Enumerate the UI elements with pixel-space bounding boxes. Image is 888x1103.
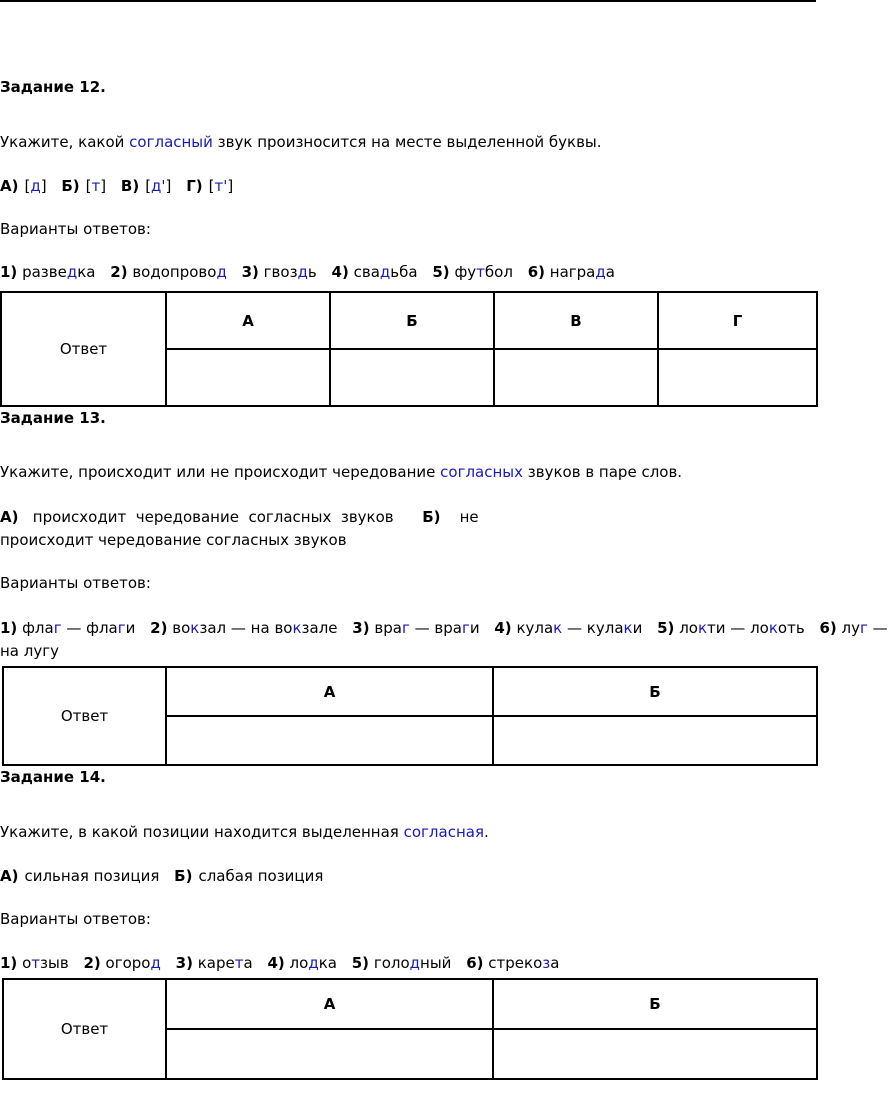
word-number: 5) bbox=[351, 954, 370, 972]
word-highlight: з bbox=[542, 954, 551, 972]
word-part: вра bbox=[434, 619, 462, 637]
word-part: стреко bbox=[488, 954, 543, 972]
pair-dash: — bbox=[872, 619, 888, 637]
pair-dash: — bbox=[730, 619, 746, 637]
task13-options-line1 bbox=[0, 508, 479, 526]
word-part: кула bbox=[516, 619, 554, 637]
word-part: бол bbox=[484, 263, 513, 281]
word-number: 6) bbox=[527, 263, 545, 281]
word-highlight: т bbox=[234, 954, 244, 972]
pair-dash: — bbox=[414, 619, 430, 637]
task13-variants-label: Варианты ответов: bbox=[0, 574, 151, 592]
word-part: ный bbox=[420, 954, 452, 972]
word-number: 6) bbox=[466, 954, 484, 972]
task12-options: А) [д] Б) [т] В) [д'] Г) [т'] bbox=[0, 177, 234, 195]
word-part: и bbox=[632, 619, 643, 637]
pair-number: 5) bbox=[657, 619, 675, 637]
task13-option-a-key: А) bbox=[0, 508, 19, 526]
task14-word-list bbox=[0, 954, 559, 972]
word-number: 1) bbox=[0, 263, 18, 281]
word-highlight: т bbox=[476, 263, 485, 281]
word-part: а bbox=[243, 954, 253, 972]
word-highlight: д bbox=[66, 263, 78, 281]
word-highlight: к bbox=[553, 619, 563, 637]
task14-option-b-key: Б) bbox=[174, 867, 193, 885]
list-item bbox=[0, 954, 69, 972]
answer-label: Ответ bbox=[3, 979, 166, 1079]
answer-cell-b[interactable] bbox=[330, 349, 494, 406]
task14-question-before: Укажите, в какой позиции находится выделенная bbox=[0, 823, 404, 841]
task13-option-b-text: не bbox=[459, 508, 479, 526]
list-item bbox=[83, 954, 160, 972]
word-part: каре bbox=[197, 954, 235, 972]
word-highlight: д bbox=[409, 954, 421, 972]
list-item bbox=[466, 954, 559, 972]
word-number: 4) bbox=[331, 263, 349, 281]
answer-cell-b[interactable] bbox=[493, 716, 817, 765]
task12-variants-label: Варианты ответов: bbox=[0, 220, 151, 238]
column-header-g: Г bbox=[658, 292, 817, 349]
task14-option-a-text: сильная позиция bbox=[24, 867, 160, 885]
list-item bbox=[528, 263, 615, 281]
task14-option-b-text: слабая позиция bbox=[198, 867, 324, 885]
list-item bbox=[352, 954, 452, 972]
list-item bbox=[0, 263, 95, 281]
answer-cell-g[interactable] bbox=[658, 349, 817, 406]
list-item bbox=[819, 619, 887, 637]
task13-pair-list bbox=[0, 619, 888, 637]
word-part: награ bbox=[549, 263, 596, 281]
column-header-a: А bbox=[166, 292, 330, 349]
word-part: на во bbox=[250, 619, 293, 637]
task13-option-a-text: происходит чередование согласных звуков bbox=[32, 508, 394, 526]
task14-option-a-key: А) bbox=[0, 867, 19, 885]
word-part: кула bbox=[586, 619, 624, 637]
list-item bbox=[657, 619, 805, 637]
word-highlight: д bbox=[308, 954, 319, 972]
task12-option-b-key: Б) bbox=[61, 177, 80, 195]
pair-number: 4) bbox=[494, 619, 512, 637]
list-item bbox=[150, 619, 337, 637]
column-header-a: А bbox=[166, 667, 493, 716]
word-part: фла bbox=[22, 619, 54, 637]
word-part: ка bbox=[318, 954, 337, 972]
task12-title: Задание 12. bbox=[0, 78, 106, 96]
pair-number: 1) bbox=[0, 619, 18, 637]
word-highlight: к bbox=[623, 619, 633, 637]
word-part: ьба bbox=[390, 263, 418, 281]
task13-title: Задание 13. bbox=[0, 409, 106, 427]
word-number: 3) bbox=[175, 954, 193, 972]
word-part: а bbox=[605, 263, 615, 281]
word-part: а bbox=[550, 954, 560, 972]
task12-question-after: звук произносится на месте выделенной буквы. bbox=[212, 133, 602, 151]
task12-answer-table bbox=[0, 291, 818, 407]
word-highlight: д bbox=[150, 954, 161, 972]
word-part: вра bbox=[374, 619, 402, 637]
word-part: огоро bbox=[105, 954, 151, 972]
word-part: оть bbox=[777, 619, 805, 637]
list-item bbox=[332, 263, 418, 281]
pair-dash: — bbox=[66, 619, 82, 637]
pair-number: 2) bbox=[150, 619, 168, 637]
answer-cell-b[interactable] bbox=[493, 1029, 817, 1079]
task14-answer-table bbox=[2, 978, 818, 1080]
list-item bbox=[494, 619, 642, 637]
task12-option-a-value: д bbox=[30, 177, 41, 195]
task12-option-b-value: т bbox=[91, 177, 101, 195]
list-item bbox=[352, 619, 479, 637]
word-number: 2) bbox=[83, 954, 101, 972]
word-part: гвоз bbox=[263, 263, 298, 281]
word-highlight: к bbox=[190, 619, 200, 637]
answer-cell-a[interactable] bbox=[166, 716, 493, 765]
task13-question-highlight: согласных bbox=[440, 463, 524, 481]
top-rule bbox=[0, 0, 816, 2]
word-part: ло bbox=[750, 619, 769, 637]
word-part: и bbox=[125, 619, 136, 637]
word-part: ка bbox=[77, 263, 96, 281]
list-item bbox=[242, 263, 317, 281]
word-highlight: д bbox=[216, 263, 227, 281]
word-highlight: д bbox=[595, 263, 606, 281]
word-number: 1) bbox=[0, 954, 18, 972]
word-part: зал bbox=[199, 619, 227, 637]
task12-question-before: Укажите, какой bbox=[0, 133, 130, 151]
task12-question-highlight: согласный bbox=[129, 133, 213, 151]
word-highlight: г bbox=[53, 619, 62, 637]
task13-question-after: звуков в паре слов. bbox=[523, 463, 683, 481]
word-part: и bbox=[469, 619, 480, 637]
word-highlight: г bbox=[860, 619, 868, 637]
task14-question bbox=[0, 823, 489, 841]
task14-question-highlight: согласная bbox=[403, 823, 484, 841]
word-highlight: к bbox=[697, 619, 708, 637]
word-number: 2) bbox=[110, 263, 128, 281]
word-part: сва bbox=[353, 263, 380, 281]
column-header-b: Б bbox=[493, 667, 817, 716]
answer-cell-a[interactable] bbox=[166, 1029, 493, 1079]
task12-word-list bbox=[0, 263, 615, 281]
task12-option-d-key: Г) bbox=[186, 177, 203, 195]
word-highlight: д bbox=[297, 263, 308, 281]
word-part: зале bbox=[301, 619, 338, 637]
answer-cell-v[interactable] bbox=[494, 349, 658, 406]
word-number: 3) bbox=[241, 263, 259, 281]
word-highlight: г bbox=[117, 619, 126, 637]
column-header-b: Б bbox=[330, 292, 494, 349]
word-highlight: т bbox=[31, 954, 41, 972]
word-part: ло bbox=[679, 619, 698, 637]
task13-question bbox=[0, 463, 682, 481]
word-part: ло bbox=[289, 954, 309, 972]
word-part: разве bbox=[22, 263, 67, 281]
task13-question-before: Укажите, происходит или не происходит чередование bbox=[0, 463, 441, 481]
task13-pair-list-continued: на лугу bbox=[0, 642, 59, 660]
word-highlight: к bbox=[292, 619, 302, 637]
list-item bbox=[176, 954, 253, 972]
answer-label: Ответ bbox=[1, 292, 166, 406]
word-part: голо bbox=[373, 954, 410, 972]
word-highlight: г bbox=[401, 619, 410, 637]
task12-option-c-key: В) bbox=[120, 177, 140, 195]
word-part: во bbox=[172, 619, 191, 637]
answer-label: Ответ bbox=[3, 667, 166, 765]
column-header-v: В bbox=[494, 292, 658, 349]
list-item bbox=[267, 954, 336, 972]
word-part: водопрово bbox=[132, 263, 217, 281]
task12-option-a-key: А) bbox=[0, 177, 19, 195]
pair-number: 3) bbox=[352, 619, 370, 637]
task14-question-after: . bbox=[483, 823, 489, 841]
list-item bbox=[432, 263, 513, 281]
word-highlight: д bbox=[379, 263, 391, 281]
task14-variants-label: Варианты ответов: bbox=[0, 910, 151, 928]
word-part: лу bbox=[841, 619, 860, 637]
word-part: фла bbox=[86, 619, 118, 637]
task13-option-b-key: Б) bbox=[422, 508, 441, 526]
answer-cell-a[interactable] bbox=[166, 349, 330, 406]
column-header-b: Б bbox=[493, 979, 817, 1029]
word-number: 5) bbox=[432, 263, 450, 281]
word-part: ь bbox=[307, 263, 317, 281]
pair-dash: — bbox=[230, 619, 246, 637]
task12-option-d-value: т' bbox=[214, 177, 228, 195]
task12-option-c-value: д' bbox=[151, 177, 166, 195]
list-item bbox=[0, 619, 135, 637]
pair-number: 6) bbox=[819, 619, 837, 637]
task13-answer-table bbox=[2, 666, 818, 766]
word-highlight: к bbox=[768, 619, 778, 637]
task14-options bbox=[0, 867, 323, 885]
word-highlight: г bbox=[461, 619, 470, 637]
task13-options-line2: происходит чередование согласных звуков bbox=[0, 531, 347, 549]
column-header-a: А bbox=[166, 979, 493, 1029]
list-item bbox=[110, 263, 227, 281]
word-part: ти bbox=[707, 619, 726, 637]
task12-question bbox=[0, 133, 602, 151]
pair-dash: — bbox=[567, 619, 583, 637]
task14-title: Задание 14. bbox=[0, 768, 106, 786]
word-number: 4) bbox=[267, 954, 285, 972]
word-part: фу bbox=[454, 263, 477, 281]
word-part: зыв bbox=[40, 954, 69, 972]
word-part: о bbox=[22, 954, 32, 972]
